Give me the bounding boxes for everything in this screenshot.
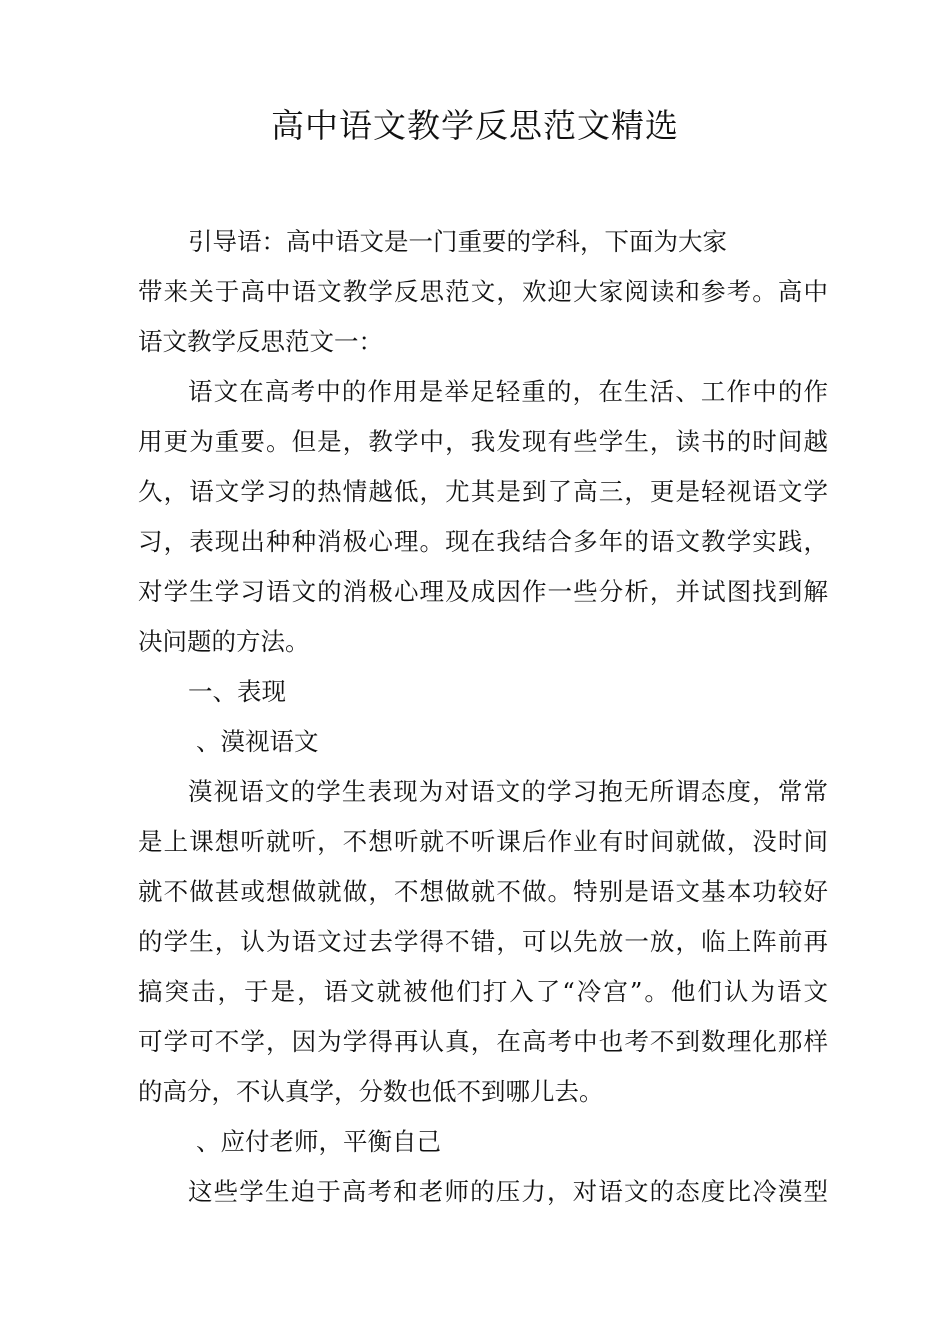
paragraph-2-line-3: 就不做甚或想做就做，不想做就不做。特别是语文基本功较好: [138, 877, 828, 906]
intro-line-1: 引导语：高中语文是一门重要的学科，下面为大家: [188, 227, 727, 256]
paragraph-1-line-3: 久，语文学习的热情越低，尤其是到了高三，更是轻视语文学: [138, 477, 828, 506]
intro-line-2: 带来关于高中语文教学反思范文，欢迎大家阅读和参考。高中: [138, 277, 828, 306]
document-title: 高中语文教学反思范文精选: [271, 106, 679, 145]
paragraph-2-line-5: 搞突击，于是，语文就被他们打入了“冷宫”。他们认为语文: [138, 977, 828, 1006]
paragraph-3-line-1: 这些学生迫于高考和老师的压力，对语文的态度比冷漠型: [188, 1177, 828, 1206]
paragraph-2-line-7: 的高分，不认真学，分数也低不到哪儿去。: [138, 1077, 604, 1106]
paragraph-1-line-1: 语文在高考中的作用是举足轻重的，在生活、工作中的作: [188, 377, 828, 406]
paragraph-2-line-1: 漠视语文的学生表现为对语文的学习抱无所谓态度，常常: [188, 777, 828, 806]
paragraph-1-line-6: 决问题的方法。: [138, 627, 310, 656]
sub-heading-2: 、应付老师，平衡自己: [196, 1127, 441, 1156]
paragraph-2-line-2: 是上课想听就听，不想听就不听课后作业有时间就做，没时间: [138, 827, 828, 856]
intro-line-3: 语文教学反思范文一：: [138, 327, 383, 356]
paragraph-1-line-4: 习，表现出种种消极心理。现在我结合多年的语文教学实践，: [138, 527, 828, 556]
paragraph-2-line-6: 可学可不学，因为学得再认真，在高考中也考不到数理化那样: [138, 1027, 828, 1056]
paragraph-1-line-5: 对学生学习语文的消极心理及成因作一些分析，并试图找到解: [138, 577, 828, 606]
paragraph-2-line-4: 的学生，认为语文过去学得不错，可以先放一放，临上阵前再: [138, 927, 828, 956]
sub-heading-1: 、漠视语文: [196, 727, 319, 756]
paragraph-1-line-2: 用更为重要。但是，教学中，我发现有些学生，读书的时间越: [138, 427, 828, 456]
section-heading-1: 一、表现: [188, 677, 286, 706]
